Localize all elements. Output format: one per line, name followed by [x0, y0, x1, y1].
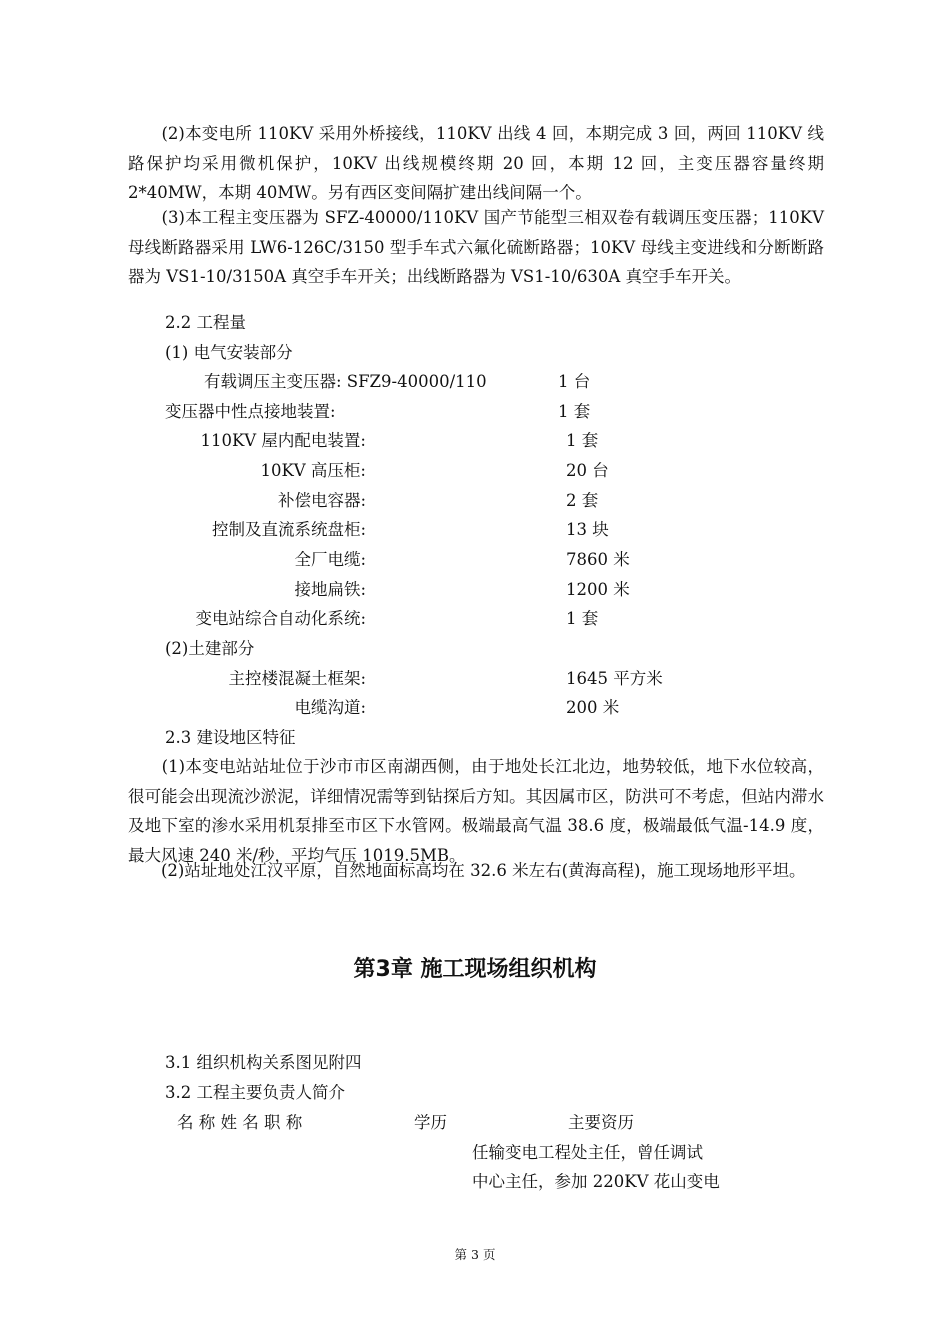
item-label: 变电站综合自动化系统: — [195, 609, 366, 628]
resume-text: 中心主任，参加 220KV 花山变电 — [472, 1172, 720, 1191]
chapter-title: 第3章 施工现场组织机构 — [353, 957, 597, 982]
page-number: 第 3 页 — [454, 1247, 496, 1262]
item-value: 200 米 — [566, 698, 620, 717]
item-label: 有载调压主变压器: SFZ9-40000/110 — [204, 372, 487, 391]
item-label: 10KV 高压柜: — [260, 461, 366, 480]
item-label: 变压器中性点接地装置: — [165, 402, 336, 421]
section-heading-3-1: 3.1 组织机构关系图见附四 — [165, 1053, 362, 1072]
table-header-education: 学历 — [414, 1113, 447, 1132]
paragraph-wiring: (2)本变电所 110KV 采用外桥接线，110KV 出线 4 回，本期完成 3 回，两回 110KV 线路保护均采用微机保护，10KV 出线规模终期 20 回，本期 12 回，主变压器容量终期 2*40MW，本期 40MW。另有西区变间隔扩建出线间隔一个。 — [128, 124, 824, 202]
item-label: 电缆沟道: — [294, 698, 366, 717]
item-value: 1 套 — [566, 609, 599, 628]
table-header-qualifications: 主要资历 — [568, 1113, 634, 1132]
item-value: 1 台 — [558, 372, 591, 391]
item-value: 13 块 — [566, 520, 609, 539]
item-label: 接地扁铁: — [294, 580, 366, 599]
subsection-electrical: (1) 电气安装部分 — [165, 343, 293, 362]
resume-text: 任输变电工程处主任，曾任调试 — [472, 1143, 703, 1162]
item-label: 110KV 屋内配电装置: — [200, 431, 366, 450]
subsection-civil: (2)土建部分 — [165, 639, 255, 658]
item-label: 控制及直流系统盘柜: — [211, 520, 366, 539]
paragraph-equipment: (3)本工程主变压器为 SFZ-40000/110KV 国产节能型三相双卷有载调压变压器；110KV 母线断路器采用 LW6-126C/3150 型手车式六氟化硫断路器；10KV 母线主变进线和分断断路器为 VS1-10/3150A 真空手车开关；出线断路器为 VS1-10/630A 真空手车开关。 — [128, 208, 824, 286]
item-value: 1 套 — [558, 402, 591, 421]
section-heading-2-3: 2.3 建设地区特征 — [165, 728, 296, 747]
item-value: 20 台 — [566, 461, 609, 480]
section-heading-3-2: 3.2 工程主要负责人简介 — [165, 1083, 345, 1102]
item-label: 全厂电缆: — [294, 550, 366, 569]
paragraph-site-location: (1)本变电站站址位于沙市市区南湖西侧，由于地处长江北边，地势较低，地下水位较高，很可能会出现流沙淤泥，详细情况需等到钻探后方知。其因属市区，防洪可不考虑，但站内滞水及地下室的渗水采用机泵排至市区下水管网。极端最高气温 38.6 度，极端最低气温-14.9 度，最大风速 240 米/秒，平均气压 1019.5MB。 — [128, 757, 824, 865]
item-label: 主控楼混凝土框架: — [228, 669, 366, 688]
item-label: 补偿电容器: — [277, 491, 366, 510]
table-header-name-title: 名 称 姓 名 职 称 — [177, 1113, 303, 1132]
item-value: 1200 米 — [566, 580, 630, 599]
item-value: 2 套 — [566, 491, 599, 510]
item-value: 1645 平方米 — [566, 669, 663, 688]
paragraph-site-terrain: (2)站址地处江汉平原，自然地面标高均在 32.6 米左右(黄海高程)，施工现场地形平坦。 — [128, 861, 806, 880]
item-value: 1 套 — [566, 431, 599, 450]
section-heading-2-2: 2.2 工程量 — [165, 313, 246, 332]
item-value: 7860 米 — [566, 550, 630, 569]
